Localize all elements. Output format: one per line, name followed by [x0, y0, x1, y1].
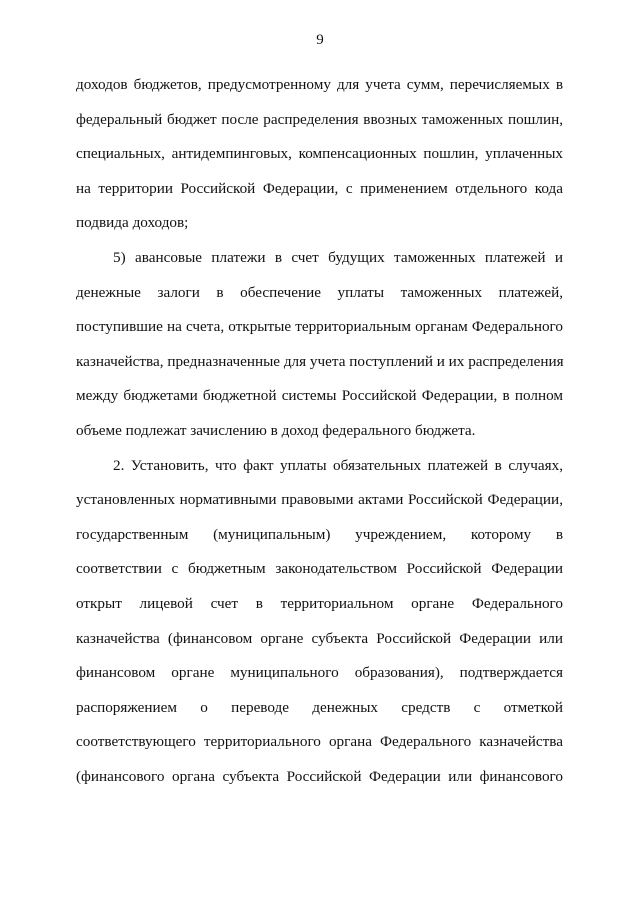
text-line: казначейства, предназначенные для учета поступлений и их распределения — [76, 352, 564, 370]
text-line: федеральный бюджет после распределения ввозных таможенных пошлин, — [76, 110, 563, 128]
text-line: между бюджетами бюджетной системы Российской Федерации, в полном — [76, 387, 563, 405]
text-line: казначейства (финансовом органе субъекта Российской Федерации или — [76, 629, 563, 647]
text-line: 5) авансовые платежи в счет будущих таможенных платежей и — [113, 248, 563, 266]
text-line: подвида доходов; — [76, 214, 189, 232]
text-line: соответствии с бюджетным законодательством Российской Федерации — [76, 560, 563, 578]
text-line: соответствующего территориального органа Федерального казначейства — [76, 733, 563, 751]
text-line: специальных, антидемпинговых, компенсационных пошлин, уплаченных — [76, 145, 563, 163]
text-line: доходов бюджетов, предусмотренному для учета сумм, перечисляемых в — [76, 76, 563, 93]
text-line: (финансового органа субъекта Российской Федерации или финансового — [76, 767, 563, 785]
text-line: распоряжением о переводе денежных средств с отметкой — [76, 698, 563, 716]
text-line: открыт лицевой счет в территориальном органе Федерального — [76, 594, 563, 612]
text-line: финансовом органе муниципального образования), подтверждается — [76, 664, 563, 682]
text-line: объеме подлежат зачислению в доход федерального бюджета. — [76, 421, 476, 439]
text-line: государственным (муниципальным) учреждением, которому в — [76, 525, 563, 543]
text-line: денежные залоги в обеспечение уплаты таможенных платежей, — [76, 283, 563, 301]
text-line: 2. Установить, что факт уплаты обязательных платежей в случаях, — [113, 456, 563, 474]
text-line: на территории Российской Федерации, с применением отдельного кода — [76, 179, 563, 197]
text-line: установленных нормативными правовыми актами Российской Федерации, — [76, 491, 563, 509]
document-body — [76, 70, 563, 796]
page-number: 9 — [316, 32, 324, 48]
text-line: поступившие на счета, открытые территориальным органам Федерального — [76, 318, 563, 336]
